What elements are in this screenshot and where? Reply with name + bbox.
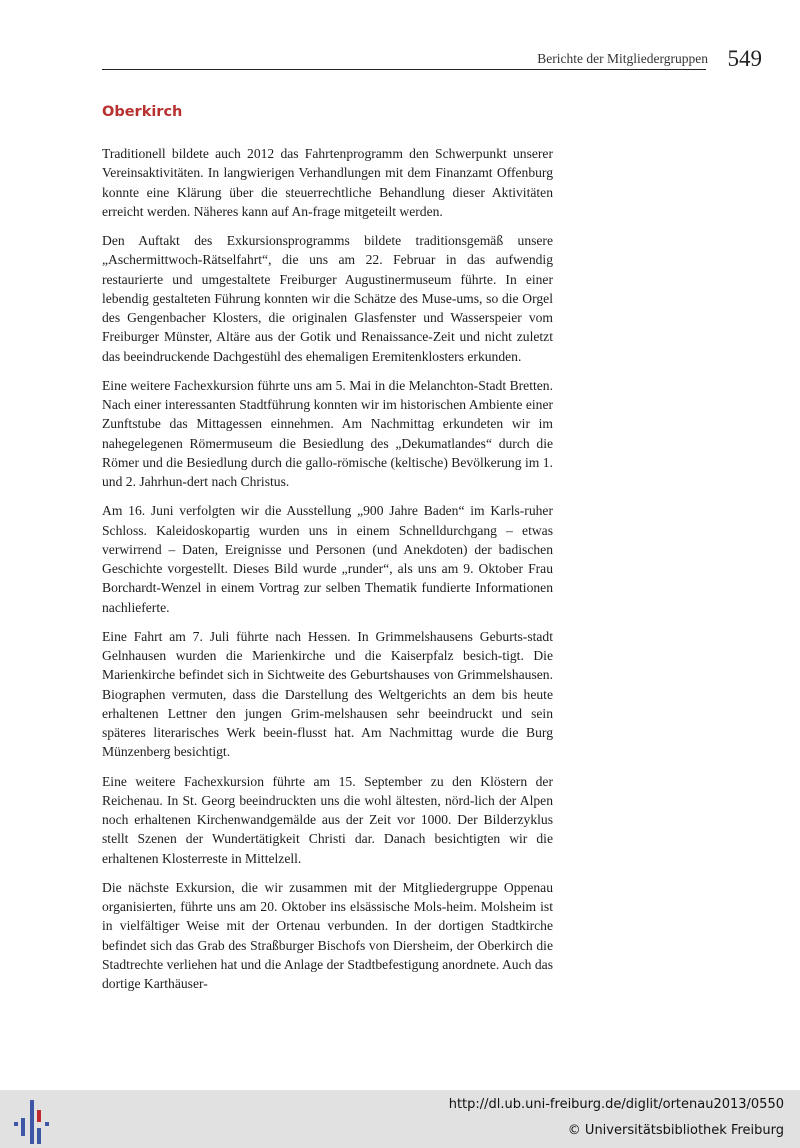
paragraph: Eine Fahrt am 7. Juli führte nach Hessen. In Grimmelshausens Geburts-stadt Gelnhausen wurden die Marienkirche und die Kaiserpfalz besich-tigt. Die Marienkirche befindet sich in Sichtweite des Geburtshauses von Grimmelshausen. Biographen vermuten, dass die Darstellung des Weltgerichts an dem bis heute erhaltenen Lettner den jungen Grim-melshausen sehr beeindruckt und sein späteres literarisches Werk beein-flusst hat. Am Nachmittag wurde die Burg Münzenberg besichtigt. <box>102 628 553 760</box>
footer-bar <box>0 1090 800 1148</box>
logo-bar-red <box>37 1110 41 1122</box>
article-body <box>102 144 553 1003</box>
ub-freiburg-logo[interactable] <box>14 1100 54 1144</box>
copyright-notice: © Universitätsbibliothek Freiburg <box>567 1123 784 1138</box>
page-number: 549 <box>727 46 762 71</box>
paragraph: Eine weitere Fachexkursion führte uns am 5. Mai in die Melanchton-Stadt Bretten. Nach einer interessanten Stadtführung konnten wir im historischen Ambiente einer Zunftstube das Mittagessen einnehmen. Am Nachmittag erkundeten wir im nahegelegenen Römermuseum die Besiedlung des „Dekumatlandes“ durch die Römer und die Besiedlung durch die gallo-römische (keltische) Bevölkerung im 1. und 2. Jahrhun-dert nach Christus. <box>102 377 553 489</box>
paragraph: Den Auftakt des Exkursionsprogramms bildete traditionsgemäß unsere „Aschermittwoch-Rätselfahrt“, die uns am 22. Februar in das aufwendig restaurierte und umgestaltete Freiburger Augustinermuseum führte. In einer lebendig gestalteten Führung konnten wir die Schätze des Muse-ums, so die Orgel des Gengenbacher Klosters, die originalen Glasfenster und Wasserspeier vom Freiburger Münster, Altäre aus der Gotik und Renaissance-Zeit und nicht zuletzt das beeindruckende Dachgestühl des ehemaligen Eremitenklosters erkunden. <box>102 233 553 364</box>
logo-bar-right <box>37 1128 41 1144</box>
page-header <box>102 48 762 74</box>
paragraph: Am 16. Juni verfolgten wir die Ausstellung „900 Jahre Baden“ im Karls-ruher Schloss. Kaleidoskopartig wurden uns in einem Schnelldurchgang – etwas verwirrend – Daten, Ereignisse und Personen (und Anekdoten) der badischen Geschichte vorgestellt. Dieses Bild wurde „runder“, als uns am 9. Oktober Frau Borchardt-Wenzel in einem Vortrag zur selben Thematik fundierte Informationen nachlieferte. <box>102 503 553 615</box>
logo-square-left <box>14 1122 18 1126</box>
paragraph: Traditionell bildete auch 2012 das Fahrtenprogramm den Schwerpunkt unserer Vereinsaktivitäten. In langwierigen Verhandlungen mit dem Finanzamt Offenburg konnte eine Klärung über die steuerrechtliche Behandlung dieser Aktivitäten erreicht werden. Näheres kann auf An-frage mitgeteilt werden. <box>102 146 553 219</box>
source-url-link[interactable]: http://dl.ub.uni-freiburg.de/diglit/ortenau2013/0550 <box>448 1097 784 1112</box>
logo-bar-left <box>21 1118 25 1136</box>
logo-bar-center <box>30 1100 34 1144</box>
paragraph: Die nächste Exkursion, die wir zusammen mit der Mitgliedergruppe Oppenau organisierten, führte uns am 20. Oktober ins elsässische Mols-heim. Molsheim ist in vielfältiger Weise mit der Ortenau verbunden. In der dortigen Stadtkirche befindet sich das Grab des Straßburger Bischofs von Diersheim, der Oberkirch die Stadtrechte verliehen hat und die Anlage der Stadtbefestigung anordnete. Auch das dortige Karthäuser- <box>102 879 553 991</box>
logo-square-right <box>45 1122 49 1126</box>
section-title: Oberkirch <box>102 104 183 120</box>
paragraph: Eine weitere Fachexkursion führte am 15. September zu den Klöstern der Reichenau. In St. Georg beeindruckten uns die wohl ältesten, nörd-lich der Alpen noch erhaltenen Kirchenwandgemälde aus der Zeit vor 1000. Der Bilderzyklus stellt Szenen der Wundertätigkeit Christi dar. Danach besichtigten wir die erhaltenen Klosterreste in Mittelzell. <box>102 773 553 866</box>
header-rule <box>102 69 706 70</box>
running-title: Berichte der Mitgliedergruppen <box>537 51 708 66</box>
